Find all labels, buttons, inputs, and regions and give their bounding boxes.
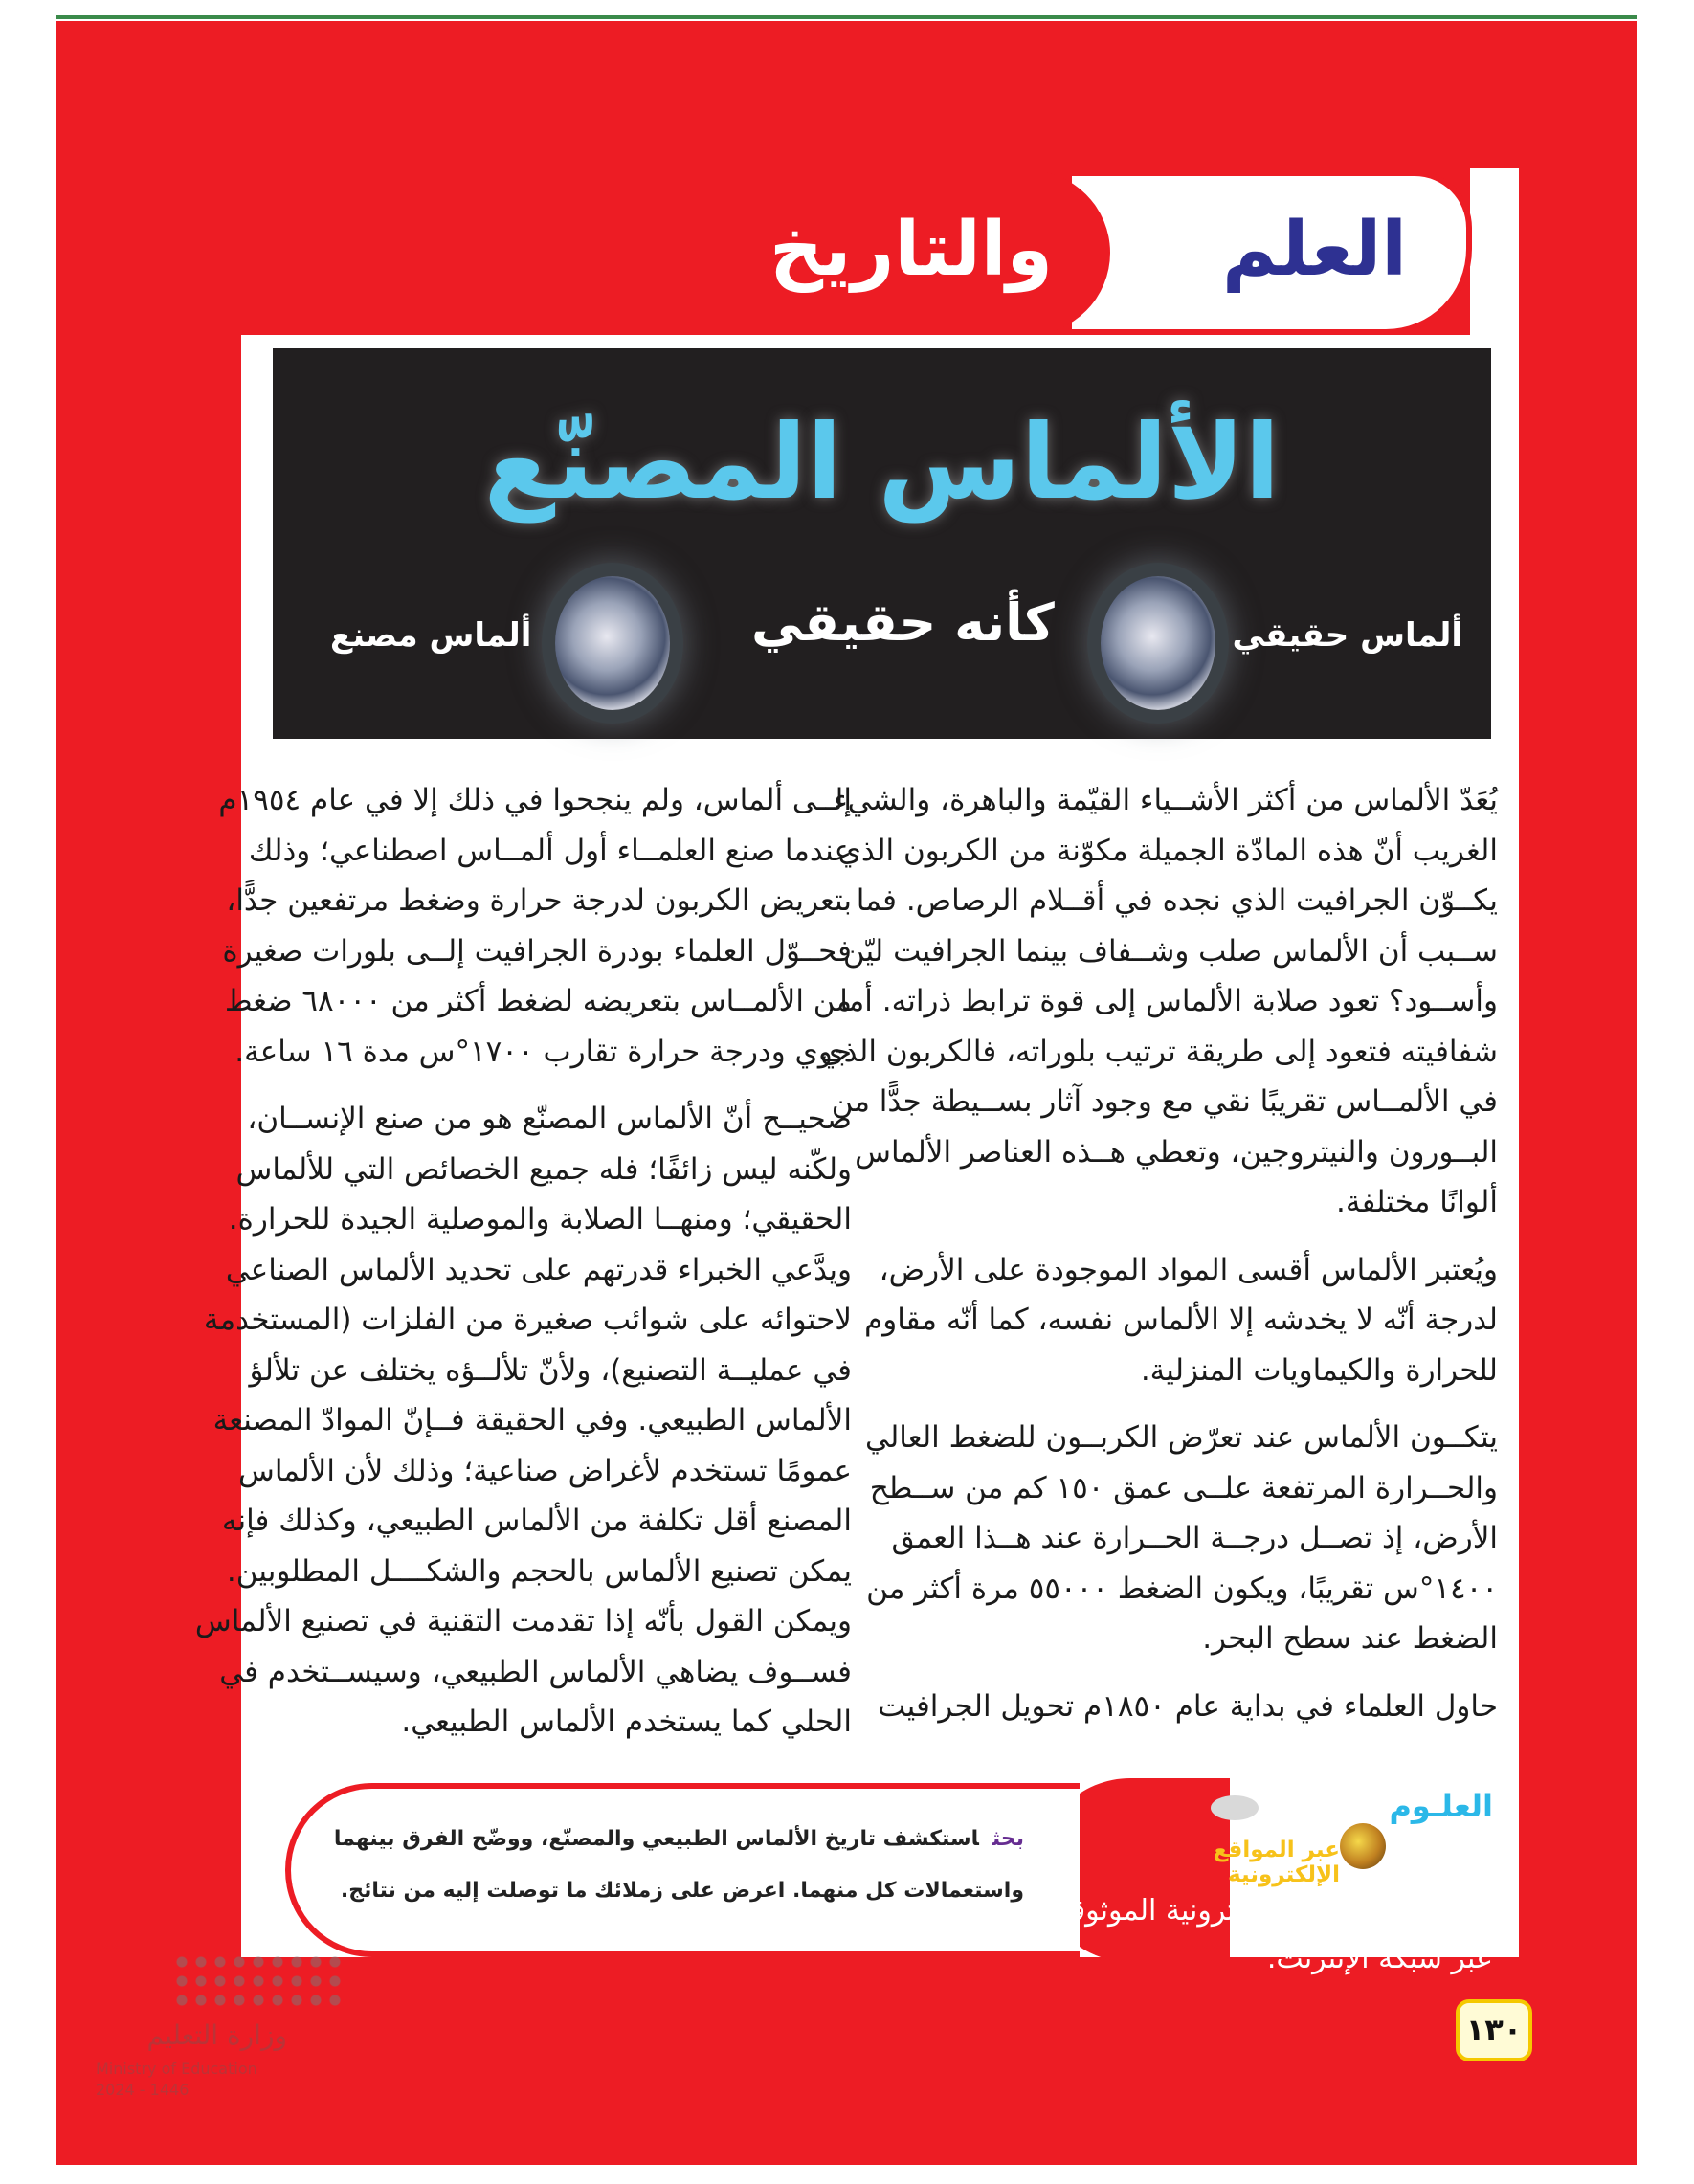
text-line: المصنع أقل تكلفة من الألماس الطبيعي، وكذلك فإنه [221, 1504, 852, 1538]
page-number: ١٣٠ [1456, 1999, 1532, 2061]
research-label: بحث [992, 1827, 1024, 1851]
text-line: ولكّنه ليس زائفًا؛ فله جميع الخصائص التي للألماس [235, 1151, 852, 1187]
research-text-line2: واستعمالات كل منهما. اعرض على زملائك ما توصلت إليه من نتائج. [340, 1879, 1024, 1903]
text-line: إلــى ألماس، ولم ينجحوا في ذلك إلا في عام ١٩٥٤م [218, 783, 852, 817]
section-title-science: العلم [1221, 207, 1407, 293]
text-line: ١٤٠٠°س تقريبًا، ويكون الضغط ٥٥٠٠٠ مرة أكثر من [866, 1571, 1498, 1606]
logo-year-text: 2024 - 1446 [96, 2081, 189, 2099]
diamond-banner-image [273, 348, 1491, 739]
text-line: للحرارة والكيماويات المنزلية. [1140, 1352, 1498, 1388]
paragraph [878, 1682, 1498, 1732]
text-line: لاحتوائه على شوائب صغيرة من الفلزات (المستخدمة [203, 1303, 852, 1337]
text-line: شفافيته فتعود إلى طريقة ترتيب بلوراته، فالكربون الذي [820, 1034, 1498, 1069]
text-line: ويدَّعي الخبراء قدرتهم على تحديد الألماس الصناعي [225, 1252, 852, 1287]
article-column-right [820, 775, 1498, 1749]
text-line: الغريب أنّ هذه المادّة الجميلة مكوّنة من الكربون الذي [837, 833, 1498, 868]
logo-english-text: Ministry of Education [96, 2060, 257, 2078]
paragraph [820, 775, 1498, 1228]
web-box-line1: ارجع إلى المواقع الإلكترونية الموثوقة [1056, 1894, 1493, 1928]
web-box-line2: عبر شبكة الإنترنت. [1266, 1942, 1493, 1975]
logo-dots-icon [172, 1952, 345, 2010]
text-line: وأســود؟ تعود صلابة الألماس إلى قوة ترابط ذراته. أما [839, 984, 1498, 1018]
article-column-left [194, 775, 852, 1765]
globe-icon [1340, 1823, 1386, 1869]
text-line: يتكــون الألماس عند تعرّض الكربــون للضغط العالي [865, 1420, 1498, 1455]
text-line: جوي ودرجة حرارة تقارب ١٧٠٠°س مدة ١٦ ساعة. [234, 1034, 852, 1069]
text-line: الضغط عند سطح البحر. [1202, 1621, 1498, 1656]
text-line: ســبب أن الألماس صلب وشــفاف بينما الجرافيت ليّن [842, 933, 1498, 969]
text-line: لدرجة أنّه لا يخدشه إلا الألماس نفسه، كما أنّه مقاوم [864, 1303, 1498, 1337]
text-line: الحلي كما يستخدم الألماس الطبيعي. [401, 1705, 852, 1739]
caption-as-if-real: كأنه حقيقي [751, 592, 1055, 653]
text-line: عندما صنع العلمــاء أول ألمــاس اصطناعي؛ وذلك [248, 833, 852, 868]
caption-real-diamond: ألماس حقيقي [1232, 616, 1462, 655]
text-line: ألوانًا مختلفة. [1335, 1185, 1498, 1219]
research-text-line1: استكشف تاريخ الألماس الطبيعي والمصنّع، ووضّح الفرق بينهما [333, 1827, 979, 1851]
text-line: الألماس الطبيعي. وفي الحقيقة فــإنّ الموادّ المصنعة [212, 1403, 852, 1437]
logo-arabic-text: وزارة التعليم [146, 2019, 287, 2051]
text-line: البــورون والنيتروجين، وتعطي هــذه العناصر الألماس [855, 1134, 1498, 1170]
web-box-title: العلـوم [1389, 1788, 1493, 1824]
research-activity [316, 1814, 1024, 1917]
text-line: يمكن تصنيع الألماس بالحجم والشكــــل المطلوبين. [226, 1553, 852, 1589]
ministry-logo-watermark [96, 1952, 345, 2115]
text-line: فحــوّل العلماء بودرة الجرافيت إلــى بلورات صغيرة [222, 933, 852, 969]
text-line: يُعَدّ الألماس من أكثر الأشــياء القيّمة والباهرة، والشيء [834, 783, 1498, 817]
banner-title: الألماس المصنّع [483, 403, 1281, 523]
text-line: بتعريض الكربون لدرجة حرارة وضغط مرتفعين جدًّا، [226, 883, 852, 918]
text-line: الأرض، إذ تصــل درجــة الحــرارة عند هــذا العمق [891, 1521, 1498, 1555]
text-line: حاول العلماء في بداية عام ١٨٥٠م تحويل الجرافيت [878, 1688, 1498, 1724]
computer-mouse-icon [1211, 1795, 1259, 1820]
top-trim-line [56, 15, 1637, 19]
text-line: والحــرارة المرتفعة علــى عمق ١٥٠ كم من ســطح [869, 1470, 1498, 1505]
text-line: عمومًا تستخدم لأغراض صناعية؛ وذلك لأن الألماس [238, 1453, 852, 1488]
text-line: يكــوّن الجرافيت الذي نجده في أقــلام الرصاص. فما [856, 883, 1498, 918]
paragraph [865, 1413, 1498, 1664]
text-line: في عمليــة التصنيع)، ولأنّ تلألــؤه يختلف عن تلألؤ [249, 1352, 852, 1388]
paragraph [218, 775, 852, 1077]
text-line: صحيــح أنّ الألماس المصنّع هو من صنع الإنســان، [247, 1102, 852, 1136]
web-box-subtitle: عبر المواقع الإلكترونية [1213, 1838, 1340, 1887]
caption-synthetic-diamond: ألماس مصنع [330, 616, 532, 655]
real-diamond-image [1101, 576, 1215, 710]
text-line: من الألمــاس بتعريضه لضغط أكثر من ٦٨٠٠٠ ضغط [224, 984, 852, 1018]
text-line: فســوف يضاهي الألماس الطبيعي، وسيســتخدم في [219, 1654, 852, 1689]
text-line: ويُعتبر الألماس أقسى المواد الموجودة على الأرض، [879, 1252, 1498, 1287]
paragraph [194, 1094, 852, 1748]
text-line: في الألمــاس تقريبًا نقي مع وجود آثار بســيطة جدًّا من [831, 1084, 1498, 1119]
paragraph [864, 1245, 1498, 1396]
web-box-text [1053, 1887, 1493, 1983]
synthetic-diamond-image [555, 576, 670, 710]
section-title-history: والتاريخ [769, 207, 1053, 293]
text-line: ويمكن القول بأنّه إذا تقدمت التقنية في تصنيع الألماس [194, 1604, 852, 1638]
header-background [1470, 168, 1519, 341]
text-line: الحقيقي؛ ومنهــا الصلابة والموصلية الجيدة للحرارة. [228, 1202, 852, 1237]
